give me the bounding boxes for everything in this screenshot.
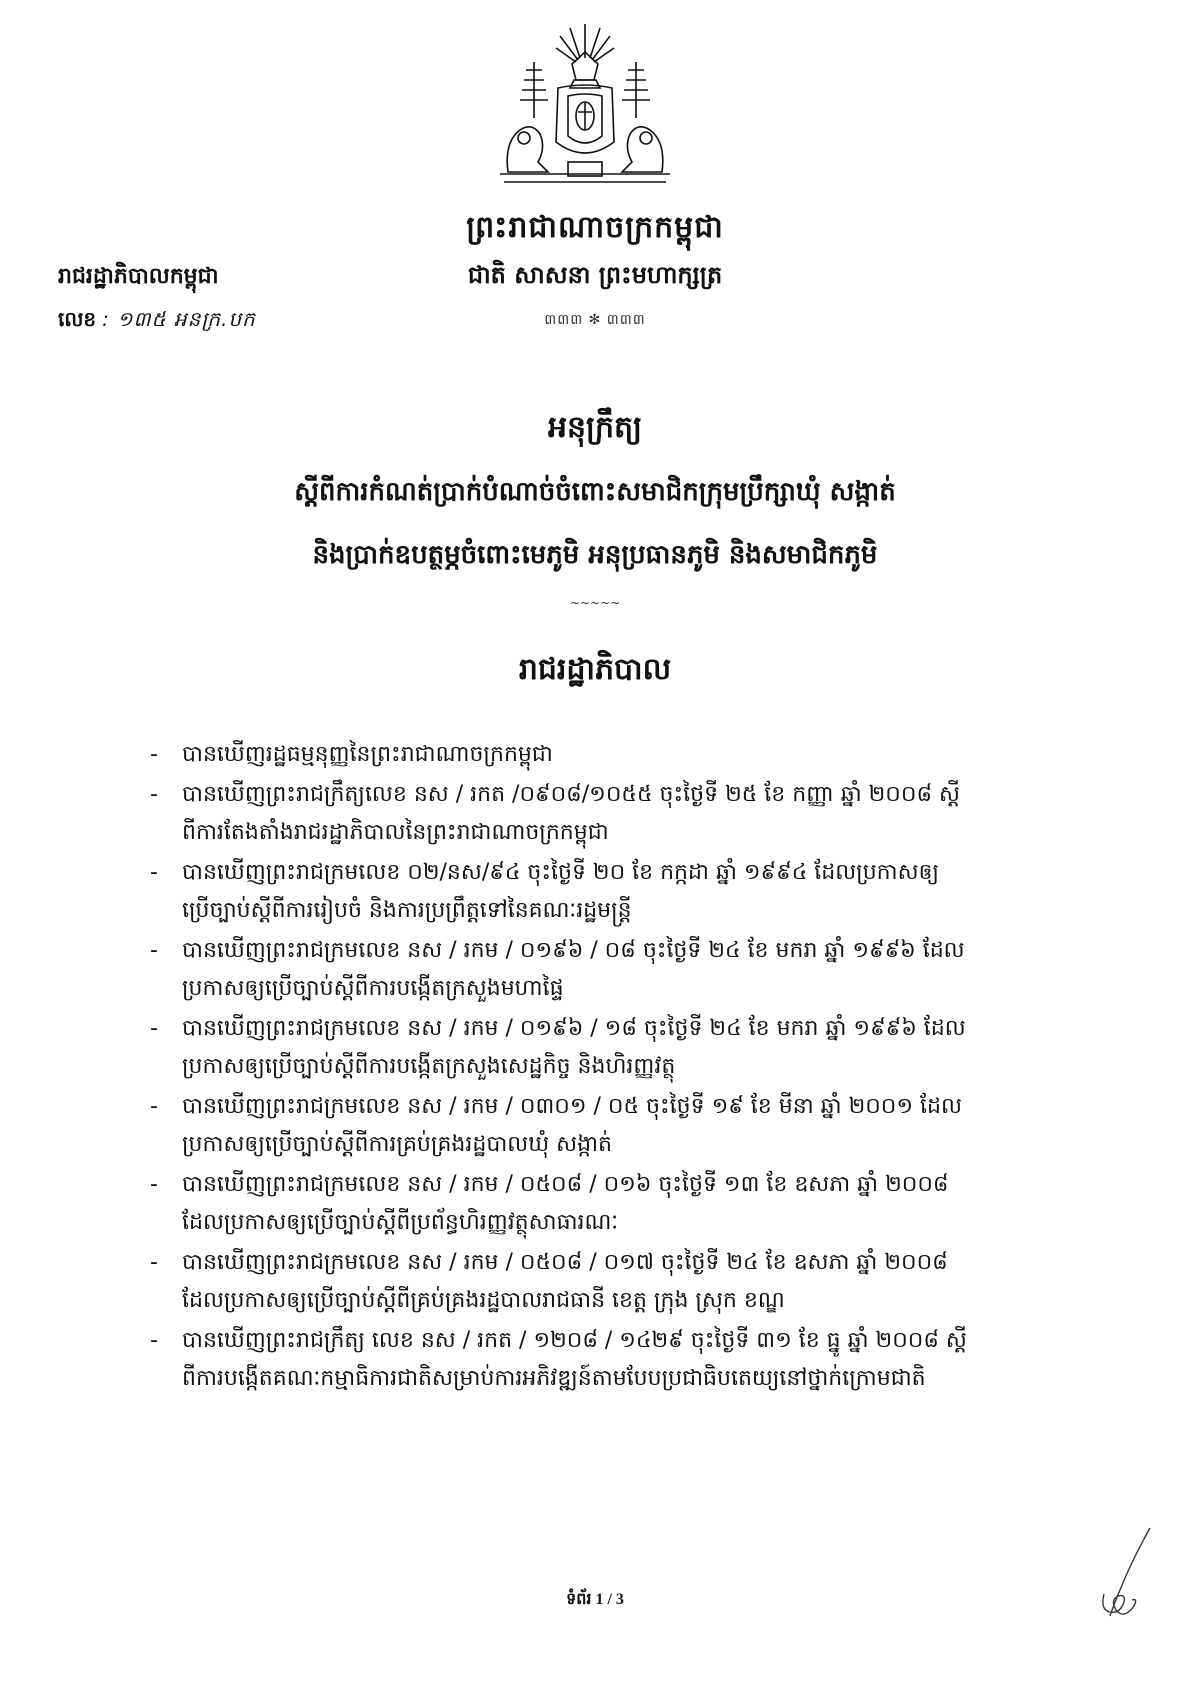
recital-text-cont: ប្រកាសឲ្យប្រើច្បាប់ស្តីពីការបង្កើតក្រសួងមហាផ្ទៃ bbox=[182, 976, 564, 1001]
recital-bullet: - bbox=[150, 742, 158, 767]
national-motto: ជាតិ សាសនា ព្រះមហាក្សត្រ bbox=[467, 261, 723, 289]
subject-line-1: ស្តីពីការកំណត់ប្រាក់បំណាច់ចំពោះសមាជិកក្រុមប្រឹក្សាឃុំ សង្កាត់ bbox=[294, 477, 896, 507]
issuer-heading: រាជរដ្ឋាភិបាល bbox=[518, 652, 672, 687]
recital-text-cont: ប្រកាសឲ្យប្រើច្បាប់ស្តីពីការគ្រប់គ្រងរដ្ឋបាលឃុំ សង្កាត់ bbox=[182, 1132, 613, 1157]
page-number: ទំព័រ 1 / 3 bbox=[566, 1591, 624, 1608]
recital-text: បានឃើញព្រះរាជក្រមលេខ នស / រកម / ០៣០១ / ០៥ ចុះថ្ងៃទី ១៩ ខែ មីនា ឆ្នាំ ២០០១ ដែល bbox=[182, 1094, 962, 1119]
motto-ornament: ៣៣៣ ✻ ៣៣៣ bbox=[544, 312, 646, 328]
recital-text: បានឃើញព្រះរាជក្រមលេខ ០២/នស/៩៤ ចុះថ្ងៃទី ២០ ខែ កក្កដា ឆ្នាំ ១៩៩៤ ដែលប្រកាសឲ្យ bbox=[182, 860, 940, 885]
subject-line-2: និងប្រាក់ឧបត្ថម្ភចំពោះមេភូមិ អនុប្រធានភូមិ និងសមាជិកភូមិ bbox=[312, 540, 878, 570]
document-type-heading: អនុក្រឹត្យ bbox=[547, 410, 643, 445]
recital-text: បានឃើញរដ្ឋធម្មនុញ្ញនៃព្រះរាជាណាចក្រកម្ពុជា bbox=[182, 742, 553, 767]
document-number-label: លេខ bbox=[58, 307, 97, 331]
kingdom-title: ព្រះរាជាណាចក្រកម្ពុជា bbox=[466, 210, 724, 245]
recital-item bbox=[150, 1166, 1100, 1242]
document-number bbox=[58, 306, 256, 336]
recital-item bbox=[150, 1010, 1100, 1086]
recital-bullet: - bbox=[150, 860, 158, 885]
recital-item bbox=[150, 1322, 1100, 1398]
document-number-value: : ១៣៥ អនក្រ.បក bbox=[102, 307, 256, 331]
recital-text-cont: ប្រើច្បាប់ស្តីពីការរៀបចំ និងការប្រព្រឹត្តទៅនៃគណៈរដ្ឋមន្ត្រី bbox=[182, 898, 632, 923]
recital-text-cont: ប្រកាសឲ្យប្រើច្បាប់ស្តីពីការបង្កើតក្រសួងសេដ្ឋកិច្ច និងហិរញ្ញវត្ថុ bbox=[182, 1054, 676, 1079]
recital-text: បានឃើញព្រះរាជក្រឹត្យ លេខ នស / រកត / ១២០៨ / ១៤២៩ ចុះថ្ងៃទី ៣១ ខែ ធ្នូ ឆ្នាំ ២០០៨ ស្តី bbox=[182, 1328, 967, 1353]
recital-item bbox=[150, 776, 1100, 852]
recital-item bbox=[150, 854, 1100, 930]
recital-text-cont: ដែលប្រកាសឲ្យប្រើច្បាប់ស្តីពីប្រព័ន្ធហិរញ្ញវត្ថុសាធារណៈ bbox=[182, 1210, 619, 1235]
recital-bullet: - bbox=[150, 1016, 158, 1041]
recital-text-cont: ដែលប្រកាសឲ្យប្រើច្បាប់ស្តីពីគ្រប់គ្រងរដ្ឋបាលរាជធានី ខេត្ត ក្រុង ស្រុក ខណ្ឌ bbox=[182, 1288, 785, 1313]
recital-bullet: - bbox=[150, 938, 158, 963]
recital-text-cont: ពីការតែងតាំងរាជរដ្ឋាភិបាលនៃព្រះរាជាណាចក្រកម្ពុជា bbox=[182, 820, 609, 845]
recital-bullet: - bbox=[150, 1172, 158, 1197]
crown-rays bbox=[556, 24, 614, 62]
recital-text: បានឃើញព្រះរាជក្រឹត្យលេខ នស / រកត /០៩០៨/១០៥៥ ចុះថ្ងៃទី ២៥ ខែ កញ្ញា ឆ្នាំ ២០០៨ ស្តី bbox=[182, 782, 960, 807]
recital-bullet: - bbox=[150, 782, 158, 807]
title-separator: ~~~~~ bbox=[569, 596, 621, 610]
recital-text-cont: ពីការបង្កើតគណៈកម្មាធិការជាតិសម្រាប់ការអភិវឌ្ឍន៍តាមបែបប្រជាធិបតេយ្យនៅថ្នាក់ក្រោមជាតិ bbox=[182, 1366, 926, 1391]
recital-text: បានឃើញព្រះរាជក្រមលេខ នស / រកម / ០១៩៦ / ១៨ ចុះថ្ងៃទី ២៤ ខែ មករា ឆ្នាំ ១៩៩៦ ដែល bbox=[182, 1016, 966, 1041]
recital-text: បានឃើញព្រះរាជក្រមលេខ នស / រកម / ០៥០៨ / ០១៦ ចុះថ្ងៃទី ១៣ ខែ ឧសភា ឆ្នាំ ២០០៨ bbox=[182, 1172, 949, 1197]
recital-text: បានឃើញព្រះរាជក្រមលេខ នស / រកម / ០១៩៦ / ០៨ ចុះថ្ងៃទី ២៤ ខែ មករា ឆ្នាំ ១៩៩៦ ដែល bbox=[182, 938, 965, 963]
recital-item bbox=[150, 1244, 1100, 1320]
royal-emblem-icon bbox=[490, 22, 680, 202]
recital-item bbox=[150, 1088, 1100, 1164]
recital-item bbox=[150, 932, 1100, 1008]
handwritten-initials-icon bbox=[1080, 1520, 1160, 1630]
recital-item bbox=[150, 736, 1100, 774]
recital-bullet: - bbox=[150, 1094, 158, 1119]
issuing-government: រាជរដ្ឋាភិបាលកម្ពុជា bbox=[58, 264, 219, 289]
recital-bullet: - bbox=[150, 1250, 158, 1275]
recitals-list bbox=[150, 736, 1100, 1400]
recital-bullet: - bbox=[150, 1328, 158, 1353]
recital-text: បានឃើញព្រះរាជក្រមលេខ នស / រកម / ០៥០៨ / ០១៧ ចុះថ្ងៃទី ២៤ ខែ ឧសភា ឆ្នាំ ២០០៨ bbox=[182, 1250, 948, 1275]
